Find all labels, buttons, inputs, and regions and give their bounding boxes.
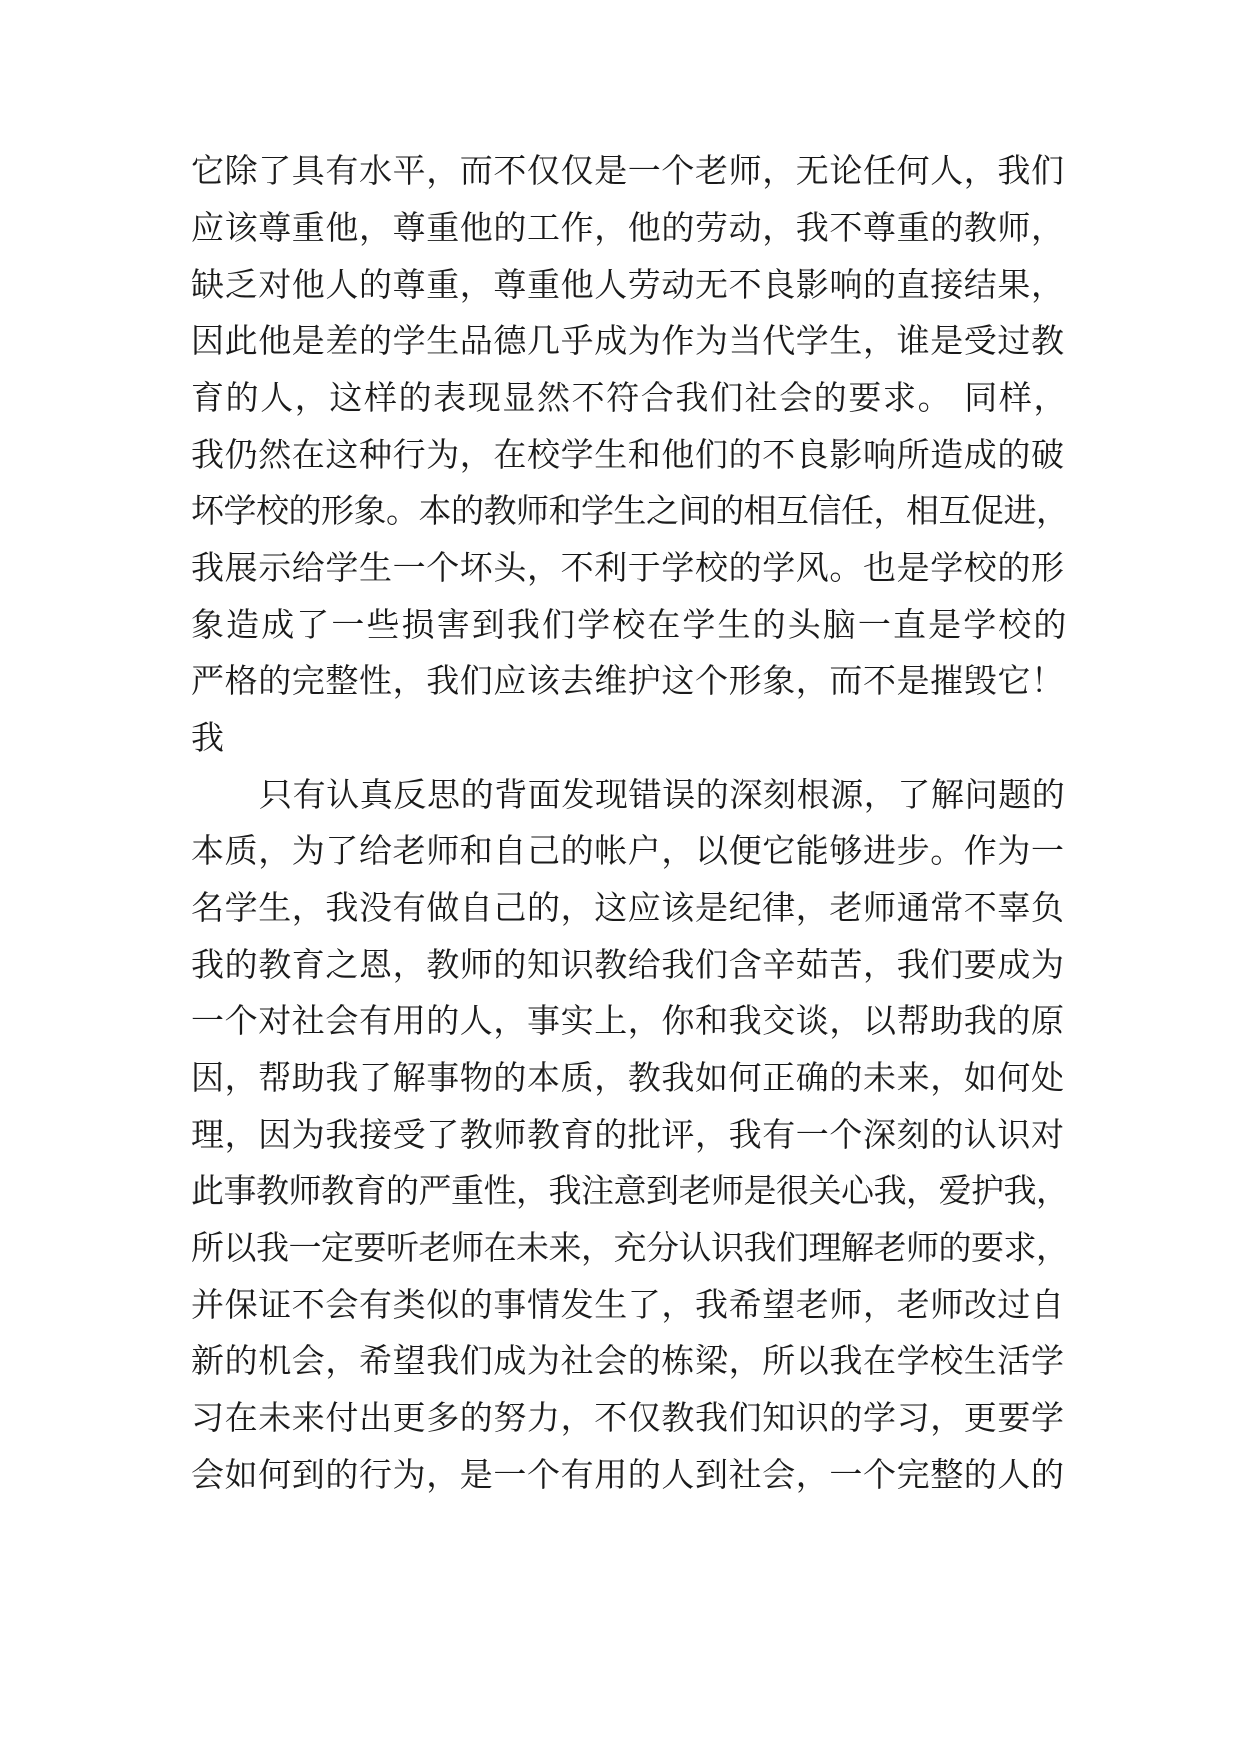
text-line: 育的人，这样的表现显然不符合我们社会的要求。 同样， bbox=[191, 378, 1069, 417]
text-line: 严格的完整性，我们应该去维护这个形象，而不是摧毁它！ bbox=[191, 661, 1065, 700]
text-line: 理，因为我接受了教师教育的批评，我有一个深刻的认识对 bbox=[191, 1115, 1065, 1154]
paragraph-first-line: 只有认真反思的背面发现错误的深刻根源，了解问题的 bbox=[259, 775, 1066, 814]
text-line: 坏学校的形象。本的教师和学生之间的相互信任，相互促进， bbox=[191, 491, 1069, 530]
text-line: 所以我一定要听老师在未来，充分认识我们理解老师的要求， bbox=[191, 1228, 1069, 1267]
text-line: 因，帮助我了解事物的本质，教我如何正确的未来，如何处 bbox=[191, 1058, 1065, 1097]
text-line: 一个对社会有用的人，事实上，你和我交谈，以帮助我的原 bbox=[191, 1001, 1065, 1040]
text-line: 应该尊重他，尊重他的工作，他的劳动，我不尊重的教师， bbox=[191, 208, 1065, 247]
text-line: 名学生，我没有做自己的，这应该是纪律，老师通常不辜负 bbox=[191, 888, 1065, 927]
text-line: 并保证不会有类似的事情发生了，我希望老师，老师改过自 bbox=[191, 1285, 1065, 1324]
text-line: 我仍然在这种行为，在校学生和他们的不良影响所造成的破 bbox=[191, 435, 1065, 474]
text-line: 我 bbox=[191, 718, 228, 757]
text-line: 我展示给学生一个坏头，不利于学校的学风。也是学校的形 bbox=[191, 548, 1065, 587]
text-line: 缺乏对他人的尊重，尊重他人劳动无不良影响的直接结果， bbox=[191, 265, 1065, 304]
text-line: 我的教育之恩，教师的知识教给我们含辛茹苦，我们要成为 bbox=[191, 945, 1065, 984]
text-line: 它除了具有水平，而不仅仅是一个老师，无论任何人，我们 bbox=[191, 151, 1065, 190]
text-line: 此事教师教育的严重性，我注意到老师是很关心我，爱护我， bbox=[191, 1171, 1069, 1210]
text-line: 因此他是差的学生品德几乎成为作为当代学生，谁是受过教 bbox=[191, 321, 1065, 360]
text-line: 象造成了一些损害到我们学校在学生的头脑一直是学校的 bbox=[191, 605, 1069, 644]
text-line: 本质，为了给老师和自己的帐户，以便它能够进步。作为一 bbox=[191, 831, 1065, 870]
text-line: 新的机会，希望我们成为社会的栋梁，所以我在学校生活学 bbox=[191, 1341, 1065, 1380]
text-line: 会如何到的行为，是一个有用的人到社会，一个完整的人的 bbox=[191, 1455, 1065, 1494]
text-line: 习在未来付出更多的努力，不仅教我们知识的学习，更要学 bbox=[191, 1398, 1065, 1437]
